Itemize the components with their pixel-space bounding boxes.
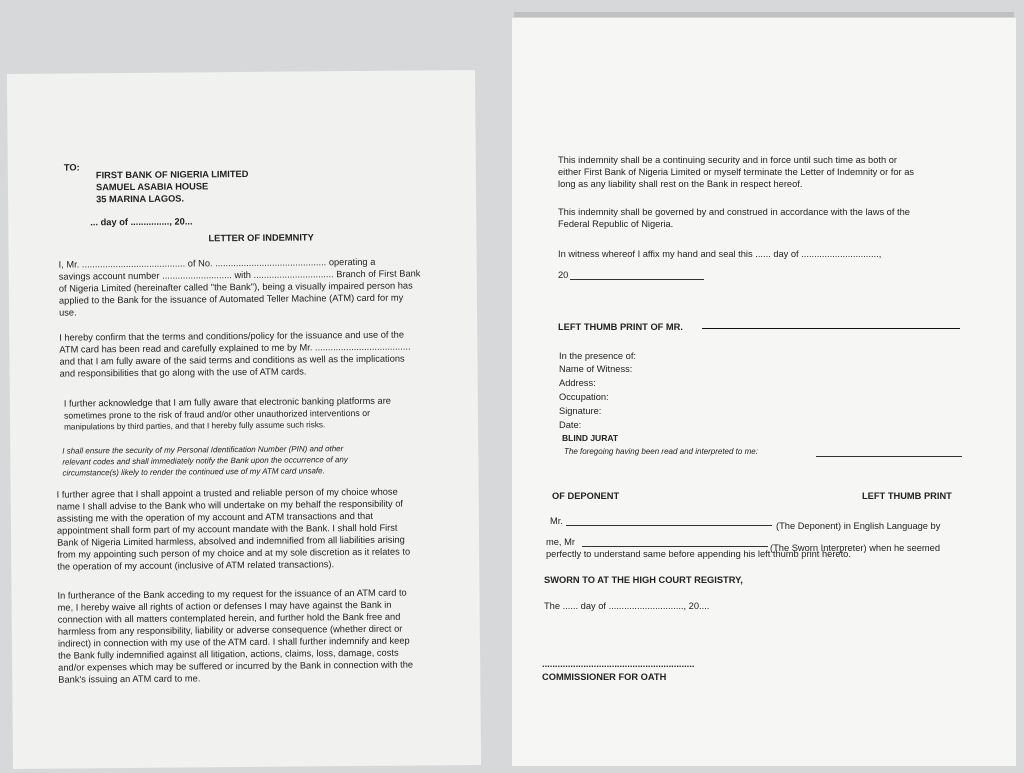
interpreter-mr: me, Mr [546,537,575,547]
sworn-date-line: The ...... day of ............................., 20.... [544,601,710,611]
paragraph-6: In furtherance of the Bank acceding to my request for the issuance of an ATM card to me, I hereby waive all rights of action or defenses I may have against the Bank in connection with all matters contemplated herein, and further hold the Bank free and harmless from any responsibility, liability or adverse consequence (whether direct or indirect) in connection with my use of the ATM card. I shall further indemnify and keep the Bank fully indemnified against all litigation, actions, claims, loss, damage, costs and/or expenses which may be suffered or incurred by the Bank in connection with the Bank's issuing an ATM card to me. [57,587,414,685]
left-thumb-print-label: LEFT THUMB PRINT [862,491,952,501]
to-label: TO: [63,162,80,173]
paragraph-2: I hereby confirm that the terms and conditions/policy for the issuance and use of the ATM card has been read and carefully explained to me by Mr. ..................................... and that I am fully aware of the said terms and conditions as well as the implications and responsibilities that go along with the use of ATM cards. [59,329,411,379]
address-line-3: 35 MARINA LAGOS. [96,193,185,205]
blind-jurat-title: BLIND JURAT [562,433,619,443]
of-deponent-label: OF DEPONENT [552,491,620,501]
commissioner-label: COMMISSIONER FOR OATH [542,672,667,682]
sworn-registry: SWORN TO AT THE HIGH COURT REGISTRY, [544,575,743,585]
interpreter-suffix: (The Sworn Interpreter) when he seemed [770,543,941,553]
paragraph-5: I further agree that I shall appoint a trusted and reliable person of my choice whose name I shall advise to the Bank who will undertake on my behalf the responsibility of assisting me with the operation of my account and ATM transactions and that appointment shall form part of my account mandate with the Bank. I shall hold First Bank of Nigeria Limited harmless, absolved and indemnified from all liabilities arising from my appointing such person of my choice and at my sole discretion as it relates to the operation of my account (inclusive of ATM related transactions). [56,486,411,572]
paragraph-1: I, Mr. ........................................ of No. ........................................... operating a savings account number ........................... with ............................... Branch of First Bank of Nigeria Limited (hereinafter called "the Bank"), being a visually impaired person has applied to the Bank for the issuance of Automated Teller Machine (ATM) card for my use. [58,256,421,318]
letter-title: LETTER OF INDEMNITY [208,232,314,244]
paragraph-4: I shall ensure the security of my Personal Identification Number (PIN) and other relevant codes and shall immediately notify the Bank upon the occurrence of any circumstance(s) likely to render the continued use of my ATM card unsafe. [62,444,348,478]
jurat-text: The foregoing having been read and interpreted to me: [564,447,758,456]
jurat-rule [816,456,962,457]
deponent-mr: Mr. [550,516,563,526]
left-page [7,70,481,769]
thumb-print-label: LEFT THUMB PRINT OF MR. [558,322,683,332]
interpreter-rule [582,546,768,547]
year-prefix: 20 [558,270,569,280]
commissioner-dots: ........................................................... [542,659,695,669]
paragraph-3: I further acknowledge that I am fully aware that electronic banking platforms are sometimes prone to the risk of fraud and/or other unauthorized interventions or manipulations by third parties, and that I hereby fully assume such risks. [63,395,391,432]
understand-line: perfectly to understand same before appending his left thumb print hereto. [546,549,851,559]
address-line-1: FIRST BANK OF NIGERIA LIMITED [95,168,249,181]
right-page: This indemnity shall be a continuing security and in force until such time as both or either First Bank of Nigeria Limited or myself terminate the Letter of Indemnity or for as long as any liability shall rest on the Bank in respect hereof. This indemnity shall be governed by and construed in accordance with the laws of the Federal Republic of Nigeria. In witness whereof I affix my hand and seal this ...... day of .............................., 20 LEFT THUMB PRINT OF MR. In the presence of: Name of Witness: Address: Occupation: Signature: Date: BLIND JURAT The foregoing having been read and interpreted to me: OF DEPONENT LEFT THUMB PRINT Mr. (The Deponent) in English Language by me, Mr (The Sworn Interpreter) when he seemed perfectly to understand same before appending his left thumb print hereto. SWORN TO AT THE HIGH COURT REGISTRY, The ...... day of ............................., 20.... ........................................................... COMMISSIONER FOR OATH [512,18,1016,766]
date-line: ... day of ..............., 20... [90,216,193,228]
thumb-print-rule [702,328,960,329]
year-rule [570,279,704,280]
witness-line: In witness whereof I affix my hand and seal this ...... day of .............................., [558,249,882,259]
deponent-rule [566,525,772,526]
deponent-suffix: (The Deponent) in English Language by [776,521,941,531]
viewer-top-bar [514,12,1014,17]
address-line-2: SAMUEL ASABIA HOUSE [95,181,209,193]
